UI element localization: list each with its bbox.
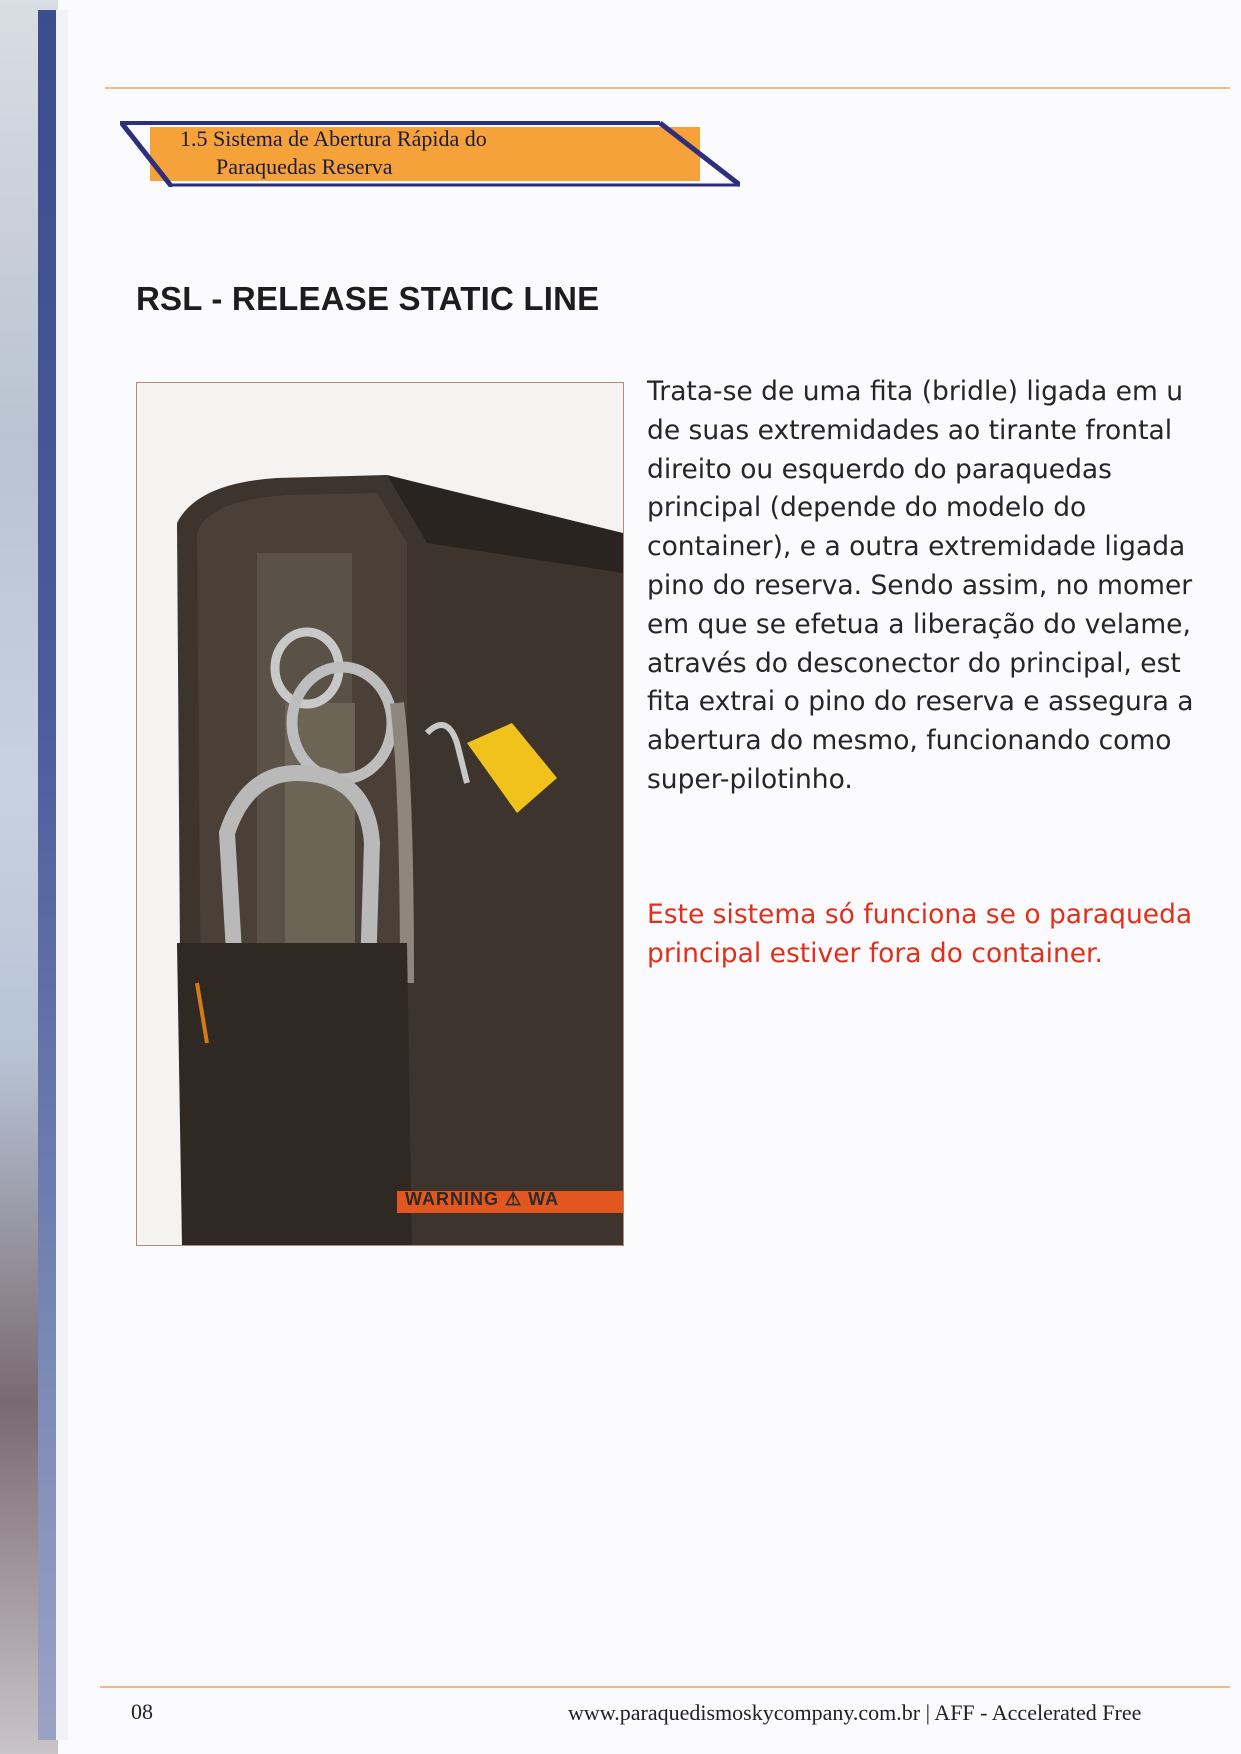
page-number: 08 bbox=[131, 1699, 153, 1724]
header-rule bbox=[105, 87, 1230, 89]
rsl-photo-illustration bbox=[137, 383, 623, 1245]
footer-site-text: www.paraquedismoskycompany.com.br | AFF - Accelerated Free bbox=[568, 1700, 1142, 1725]
section-tag-line-1: 1.5 Sistema de Abertura Rápida do bbox=[180, 126, 487, 151]
body-line: Trata-se de uma fita (bridle) ligada em u bbox=[647, 376, 1183, 407]
blue-binding-band bbox=[38, 10, 56, 1740]
body-line: fita extrai o pino do reserva e assegura a bbox=[647, 686, 1194, 718]
body-line: abertura do mesmo, funcionando como bbox=[647, 725, 1172, 757]
body-paragraph bbox=[647, 373, 1241, 800]
section-tag bbox=[120, 121, 740, 187]
footer-rule bbox=[100, 1686, 1230, 1688]
page-edge bbox=[56, 10, 68, 1740]
body-line: super-pilotinho. bbox=[647, 763, 853, 795]
body-line: de suas extremidades ao tirante frontal bbox=[647, 414, 1173, 446]
body-line: principal (depende do modelo do bbox=[647, 492, 1087, 524]
body-line: em que se efetua a liberação do velame, bbox=[647, 608, 1191, 640]
section-tag-text bbox=[180, 125, 700, 181]
body-line: direito ou esquerdo do paraquedas bbox=[647, 453, 1112, 485]
body-line: através do desconector do principal, est bbox=[647, 647, 1181, 679]
warning-line: Este sistema só funciona se o paraqueda bbox=[647, 899, 1193, 930]
body-line: container), e a outra extremidade ligada bbox=[647, 531, 1186, 563]
warning-strip-label: WARNING ⚠ WA bbox=[405, 1189, 560, 1209]
page-title: RSL - RELEASE STATIC LINE bbox=[136, 280, 600, 317]
binding-strip bbox=[0, 0, 58, 1754]
bleed-through-text bbox=[360, 238, 368, 272]
warning-line: principal estiver fora do container. bbox=[647, 937, 1103, 969]
warning-paragraph bbox=[647, 896, 1241, 974]
body-line: pino do reserva. Sendo assim, no momer bbox=[647, 569, 1193, 601]
rsl-photo bbox=[136, 382, 624, 1246]
section-tag-line-2: Paraquedas Reserva bbox=[216, 154, 393, 179]
